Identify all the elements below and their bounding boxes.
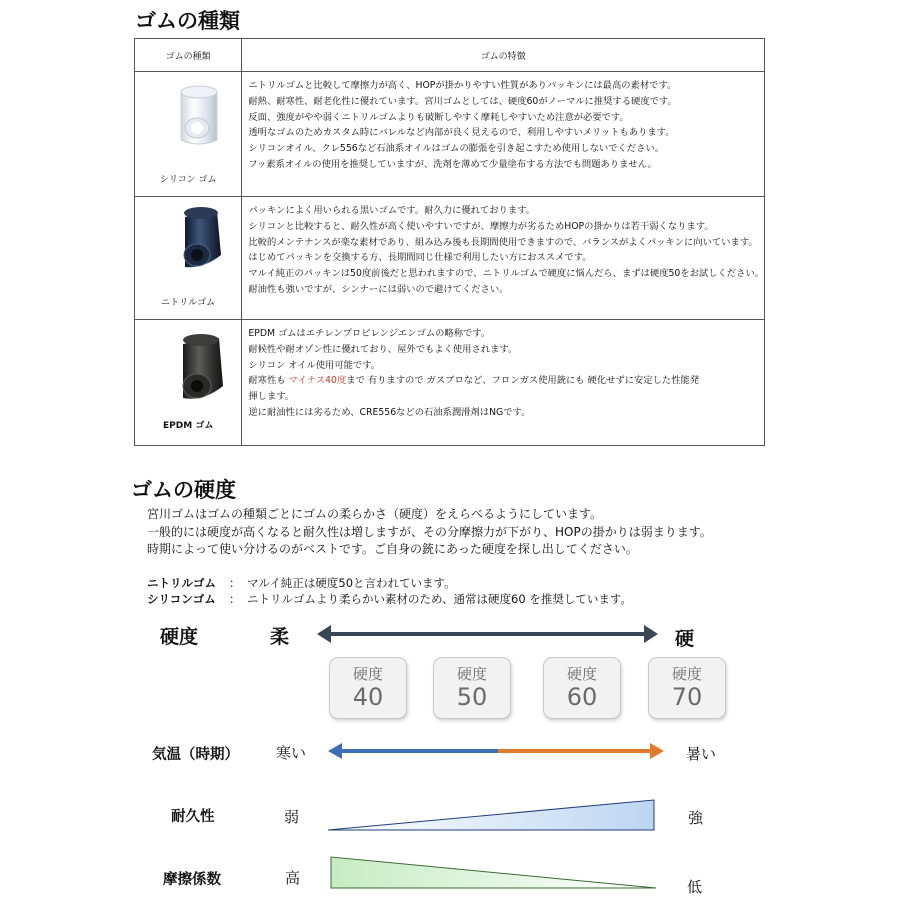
- note-sep: ：: [229, 576, 241, 590]
- epdm-image-cell: [135, 320, 242, 446]
- nitrile-image-cell: [135, 197, 242, 320]
- intro-line: 時期によって使い分けるのがベストです。ご自身の銃にあった硬度を探し出してください。: [147, 542, 638, 556]
- silicone-image-cell: [135, 72, 242, 197]
- hardness-box-label: 硬度: [352, 665, 383, 683]
- cold-label: 寒い: [276, 744, 307, 762]
- note-key: シリコンゴム: [147, 592, 216, 606]
- friction-wedge: [330, 856, 660, 890]
- desc-text: まで 有りますので ガスブロなど、フロンガス使用銃にも 硬化せずに安定した性能発: [346, 375, 700, 387]
- high-label: 高: [285, 869, 301, 887]
- hardness-box-value: 60: [566, 683, 598, 711]
- desc-line: マルイ純正のパッキンは50度前後だと思われますので、ニトリルゴムで硬度に悩んだら、まずは硬度50をお試しください。: [248, 268, 764, 280]
- weak-label: 弱: [284, 808, 300, 826]
- silicone-rubber-image: [169, 82, 229, 152]
- nitrile-caption: ニトリルゴム: [161, 298, 216, 308]
- desc-line: 反面、強度がやや弱くニトリルゴムよりも破断しやすく摩耗しやすいため注意が必要です。: [248, 111, 629, 123]
- note-value: マルイ純正は硬度50と言われています。: [247, 576, 456, 590]
- note-key: ニトリルゴム: [147, 576, 216, 590]
- rubber-types-table: [134, 38, 765, 446]
- epdm-description: [242, 320, 765, 446]
- hardness-box-40: [329, 657, 407, 719]
- hardness-arrow: [315, 622, 660, 646]
- note-silicone: [147, 588, 632, 607]
- desc-line: 揮します。: [248, 391, 295, 403]
- section-title-hardness: ゴムの硬度: [131, 478, 236, 502]
- hard-label: 硬: [675, 628, 695, 650]
- desc-line-mixed: [248, 373, 764, 389]
- desc-line: 耐熱、耐寒性、耐老化性に優れています。宮川ゴムとしては、硬度60がノーマルに推奨する硬度です。: [248, 95, 677, 107]
- hardness-box-label: 硬度: [671, 665, 702, 683]
- desc-line: 透明なゴムのためカスタム時にバレルなど内部が良く見えるので、利用しやすいメリットもあります。: [248, 127, 675, 139]
- note-sep: ：: [229, 592, 241, 606]
- silicone-caption: シリコン ゴム: [159, 175, 217, 185]
- friction-label: 摩擦係数: [163, 872, 221, 888]
- desc-line: シリコンオイル、クレ556など石油系オイルはゴムの膨張を引き起こすため使用しないでください。: [248, 143, 664, 155]
- table-row: [135, 320, 765, 446]
- table-row: [135, 72, 765, 197]
- intro-line: 宮川ゴムはゴムの種類ごとにゴムの柔らかさ（硬度）をえらべるようにしています。: [147, 507, 603, 521]
- desc-line: EPDM ゴムはエチレンプロピレンジエンゴムの略称です。: [248, 328, 491, 339]
- table-row: [135, 197, 765, 320]
- hardness-box-50: [433, 657, 511, 719]
- desc-line: パッキンによく用いられる黒いゴムです。耐久力に優れております。: [248, 205, 535, 216]
- hardness-box-value: 40: [352, 683, 384, 711]
- desc-line: ニトリルゴムと比較して摩擦力が高く、HOPが掛かりやすい性質がありパッキンには最高の素材です。: [248, 80, 677, 91]
- desc-line: シリコン オイル使用可能です。: [248, 359, 381, 371]
- highlight-text: マイナス40度: [288, 375, 347, 387]
- desc-text: 耐寒性も: [248, 375, 289, 387]
- desc-line: 耐油性も強いですが、シンナーには弱いので避けてください。: [248, 283, 509, 295]
- hardness-box-value: 50: [456, 683, 488, 711]
- desc-line: シリコンと比較すると、耐久性が高く使いやすいですが、摩擦力が劣るためHOPの掛かりは若干弱くなります。: [248, 220, 714, 232]
- table-header-type: ゴムの種類: [135, 39, 242, 72]
- desc-line: 逆に耐油性には劣るため、CRE556などの石油系潤滑剤はNGです。: [248, 406, 531, 418]
- hot-label: 暑い: [686, 745, 717, 763]
- hardness-box-70: [648, 657, 726, 719]
- desc-line: フッ素系オイルの使用を推奨していますが、洗剤を薄めて少量塗布する方法でも問題ありません。: [248, 158, 657, 170]
- hardness-box-value: 70: [671, 683, 703, 711]
- intro-text: [147, 506, 712, 559]
- silicone-description: [242, 72, 765, 197]
- nitrile-rubber-image: [167, 205, 231, 277]
- temperature-label: 気温（時期）: [152, 747, 239, 763]
- low-label: 低: [687, 878, 703, 896]
- epdm-rubber-image: [167, 330, 231, 408]
- durability-label: 耐久性: [171, 809, 215, 825]
- desc-line: 比較的メンテナンスが楽な素材であり、組み込み後も長期間使用できますので、バランスがよくパッキンに向いています。: [248, 236, 758, 248]
- soft-label: 柔: [270, 626, 290, 648]
- desc-line: 耐候性や耐オゾン性に優れており、屋外でもよく使用されます。: [248, 343, 518, 355]
- hardness-box-label: 硬度: [456, 665, 487, 683]
- section-title-rubber-types: ゴムの種類: [135, 9, 240, 33]
- strong-label: 強: [688, 809, 704, 827]
- desc-line: はじめてパッキンを交換する方、長期間同じ仕様で利用したい方におススメです。: [248, 252, 592, 264]
- intro-line: 一般的には硬度が高くなると耐久性は増しますが、その分摩擦力が下がり、HOPの掛かりは弱まります。: [147, 524, 712, 539]
- table-header-feature: ゴムの特徴: [242, 39, 765, 72]
- epdm-caption: EPDM ゴム: [163, 421, 214, 431]
- hardness-box-label: 硬度: [566, 665, 597, 683]
- durability-wedge: [328, 798, 658, 832]
- temperature-arrow: [326, 740, 666, 762]
- nitrile-description: [242, 197, 765, 320]
- hardness-label: 硬度: [160, 626, 199, 648]
- note-value: ニトリルゴムより柔らかい素材のため、通常は硬度60 を推奨しています。: [247, 592, 632, 606]
- table-header-row: [135, 39, 765, 72]
- hardness-box-60: [543, 657, 621, 719]
